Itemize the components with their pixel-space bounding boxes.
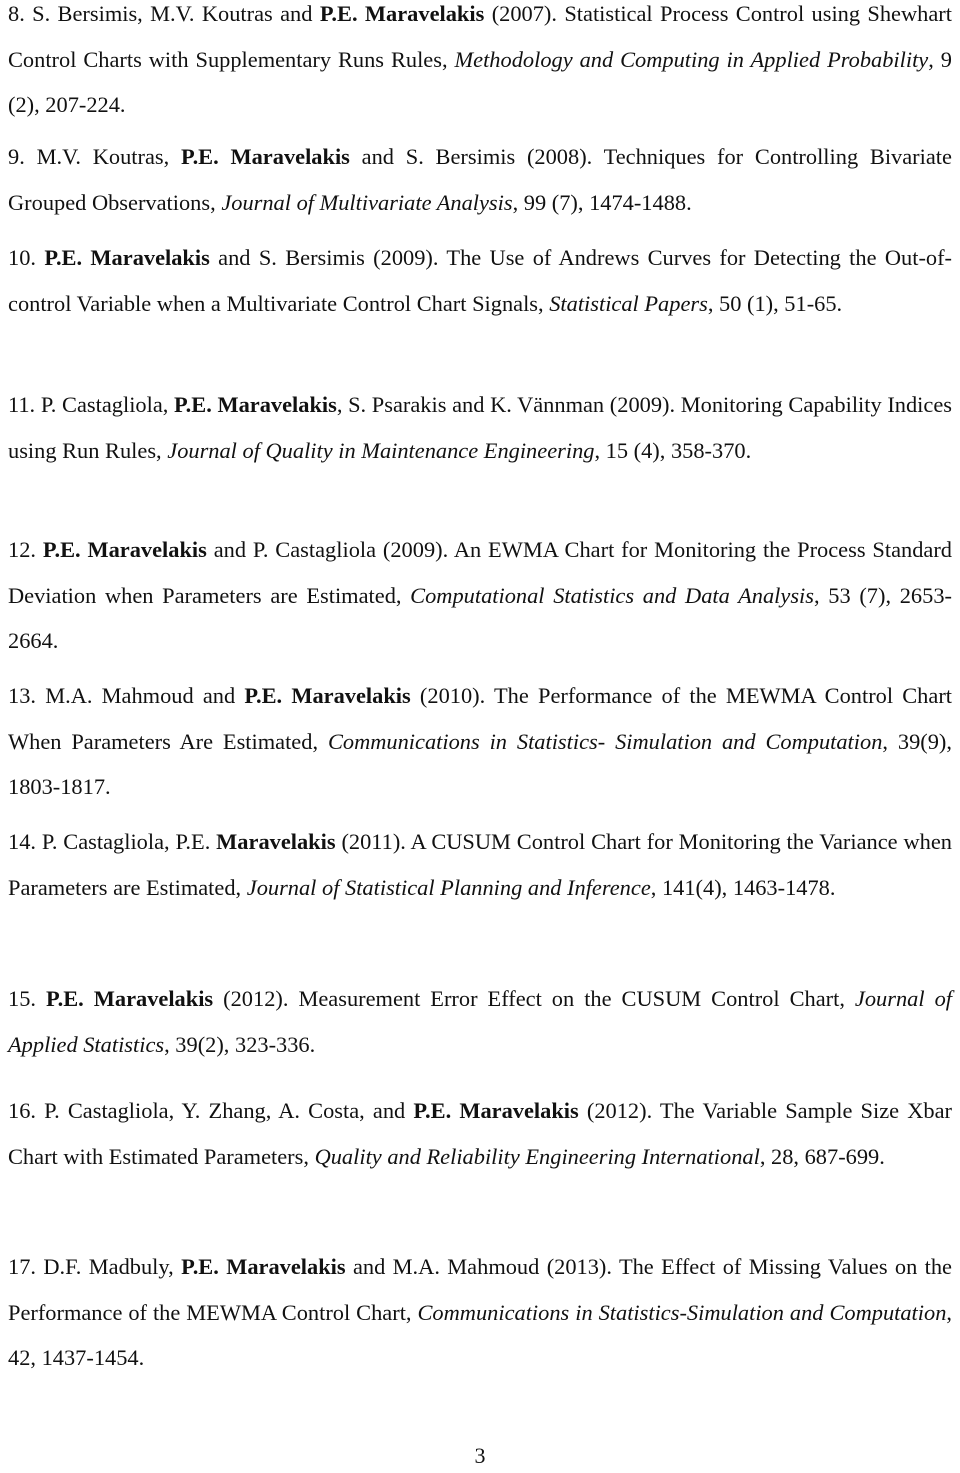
ref-title: An EWMA Chart for Monitoring the Process Standard Deviation when Parameters are Estimated,	[8, 537, 952, 608]
ref-authors-tail: and S. Bersimis	[361, 144, 516, 169]
ref-authors-tail: and S. Bersimis	[218, 245, 365, 270]
ref-year: (2010).	[419, 683, 486, 708]
ref-number: 11.	[8, 392, 36, 417]
ref-number: 13.	[8, 683, 36, 708]
reference-item	[8, 0, 952, 128]
ref-authors-tail: and P. Castagliola	[213, 537, 377, 562]
ref-details: , 39(9), 1803-1817.	[8, 728, 952, 799]
reference-item	[8, 382, 952, 473]
reference-item	[8, 1244, 952, 1381]
ref-journal: Communications in Statistics-Simulation and Computation	[417, 1299, 947, 1325]
ref-details: , 15 (4), 358-370.	[594, 437, 752, 463]
ref-author-highlight: Maravelakis	[216, 829, 336, 854]
ref-author-highlight: P.E. Maravelakis	[180, 144, 350, 169]
reference-item	[8, 1088, 952, 1179]
ref-details: , 53 (7), 2653-2664.	[8, 582, 952, 653]
ref-year: (2009).	[373, 245, 439, 270]
reference-item	[8, 819, 952, 910]
ref-details: , 99 (7), 1474-1488.	[512, 189, 692, 215]
ref-number: 12.	[8, 537, 36, 562]
ref-authors: S. Bersimis, M.V. Koutras and	[32, 1, 313, 26]
ref-journal: Computational Statistics and Data Analysis	[410, 582, 814, 608]
ref-author-highlight: P.E. Maravelakis	[181, 1254, 346, 1279]
ref-authors: P. Castagliola, Y. Zhang, A. Costa, and	[44, 1098, 406, 1123]
ref-author-highlight: P.E. Maravelakis	[44, 245, 210, 270]
ref-details: , 42, 1437-1454.	[8, 1299, 953, 1370]
ref-year: (2012).	[223, 986, 289, 1011]
ref-number: 14.	[8, 829, 36, 854]
ref-authors-tail: , S. Psarakis and K. Vännman	[336, 392, 605, 417]
ref-journal: Journal of Applied Statistics	[8, 986, 952, 1057]
ref-author-highlight: P.E. Maravelakis	[46, 986, 214, 1011]
ref-journal: Journal of Quality in Maintenance Engineering	[167, 437, 595, 463]
ref-title: The Performance of the MEWMA Control Chart When Parameters Are Estimated,	[8, 683, 952, 754]
reference-item	[8, 235, 952, 326]
ref-title: Monitoring Capability Indices using Run Rules,	[8, 392, 952, 463]
ref-number: 9.	[8, 144, 25, 169]
ref-number: 17.	[8, 1254, 36, 1279]
ref-year: (2012).	[586, 1098, 653, 1123]
ref-journal: Journal of Statistical Planning and Inference	[246, 874, 651, 900]
ref-details: , 141(4), 1463-1478.	[650, 874, 836, 900]
ref-year: (2007).	[491, 1, 557, 26]
ref-authors: D.F. Madbuly,	[43, 1254, 174, 1279]
ref-number: 8.	[8, 1, 25, 26]
ref-journal: Quality and Reliability Engineering International	[314, 1143, 760, 1169]
ref-details: , 9 (2), 207-224.	[8, 46, 952, 117]
reference-item	[8, 134, 952, 225]
reference-item	[8, 976, 952, 1067]
ref-authors-tail: and M.A. Mahmoud	[352, 1254, 540, 1279]
ref-title: Techniques for Controlling Bivariate Grouped Observations,	[8, 144, 952, 215]
ref-details: , 28, 687-699.	[759, 1143, 885, 1169]
ref-author-highlight: P.E. Maravelakis	[319, 1, 485, 26]
ref-journal: Communications in Statistics- Simulation and Computation	[327, 728, 883, 754]
ref-author-highlight: P.E. Maravelakis	[244, 683, 411, 708]
page-number: 3	[474, 1443, 486, 1468]
ref-year: (2008).	[526, 144, 593, 169]
ref-number: 16.	[8, 1098, 36, 1123]
ref-details: , 50 (1), 51-65.	[707, 290, 843, 316]
ref-title: The Use of Andrews Curves for Detecting the Out-of-control Variable when a Multivariate Control Chart Signals,	[8, 245, 953, 316]
ref-year: (2011).	[341, 829, 406, 854]
ref-year: (2009).	[609, 392, 676, 417]
ref-authors: P. Castagliola,	[40, 392, 169, 417]
ref-year: (2009).	[382, 537, 449, 562]
ref-title: A CUSUM Control Chart for Monitoring the Variance when Parameters are Estimated,	[8, 829, 952, 900]
ref-year: (2013).	[546, 1254, 612, 1279]
ref-authors: M.A. Mahmoud and	[45, 683, 236, 708]
ref-number: 10.	[8, 245, 36, 270]
ref-authors: M.V. Koutras,	[36, 144, 170, 169]
ref-title: Measurement Error Effect on the CUSUM Control Chart,	[298, 986, 845, 1011]
ref-number: 15.	[8, 986, 36, 1011]
ref-journal: Statistical Papers	[549, 290, 708, 316]
reference-item	[8, 673, 952, 810]
ref-title: The Variable Sample Size Xbar Chart with Estimated Parameters,	[8, 1098, 952, 1169]
ref-author-highlight: P.E. Maravelakis	[413, 1098, 579, 1123]
ref-journal: Journal of Multivariate Analysis	[221, 189, 513, 215]
reference-item	[8, 527, 952, 664]
ref-author-highlight: P.E. Maravelakis	[174, 392, 337, 417]
ref-details: , 39(2), 323-336.	[164, 1031, 316, 1057]
ref-authors: P. Castagliola, P.E.	[41, 829, 211, 854]
ref-title: Statistical Process Control using Shewhart Control Charts with Supplementary Runs Rules,	[8, 1, 952, 72]
ref-journal: Methodology and Computing in Applied Probability	[454, 46, 929, 72]
ref-author-highlight: P.E. Maravelakis	[42, 537, 207, 562]
ref-title: The Effect of Missing Values on the Performance of the MEWMA Control Chart,	[8, 1254, 952, 1325]
